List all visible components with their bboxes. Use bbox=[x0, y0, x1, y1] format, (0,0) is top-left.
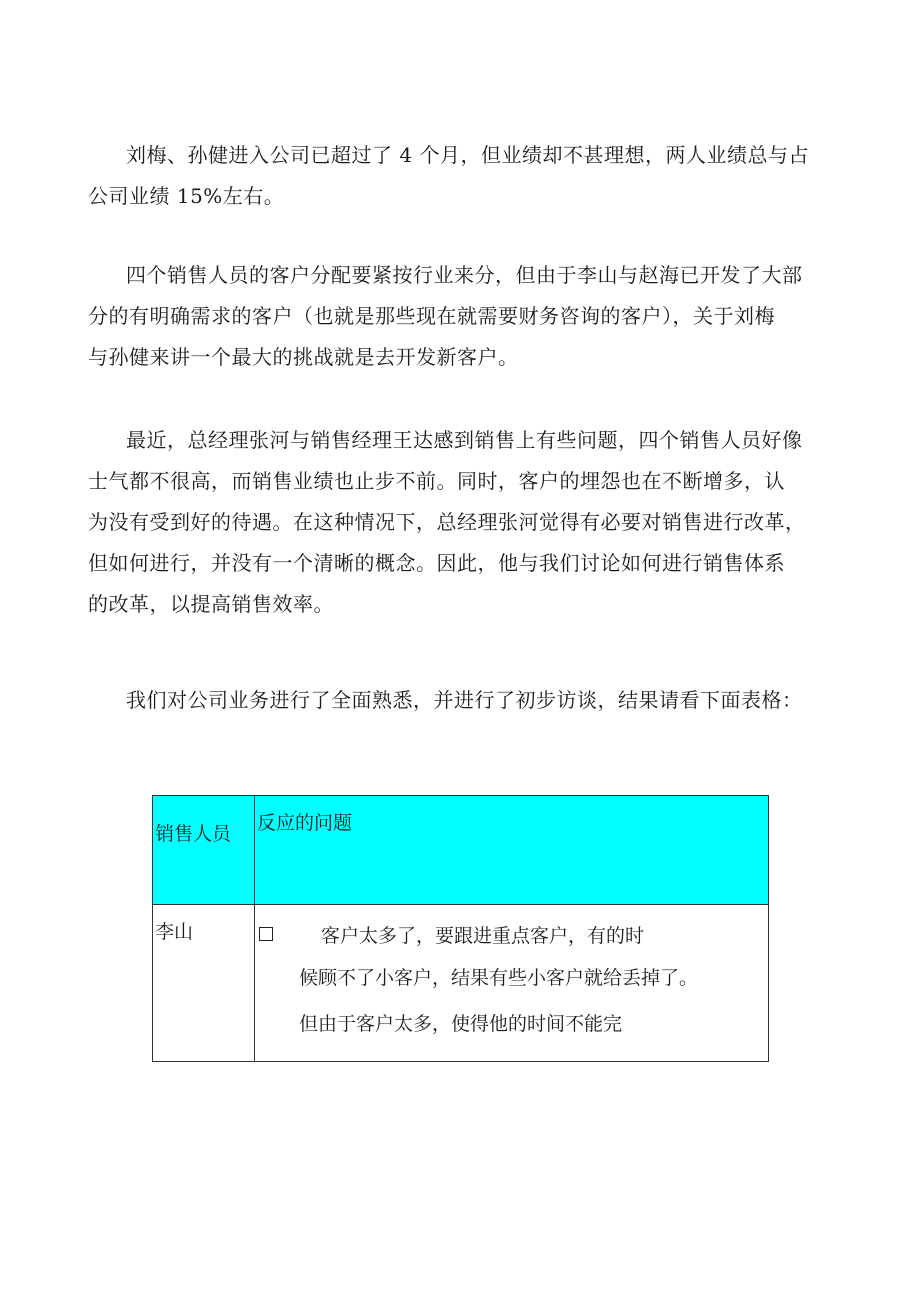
paragraph-4 bbox=[88, 680, 848, 721]
paragraph-line: 的改革，以提高销售效率。 bbox=[88, 592, 334, 616]
results-table bbox=[152, 795, 769, 1062]
paragraph-line: 与孙健来讲一个最大的挑战就是去开发新客户。 bbox=[88, 345, 519, 369]
salesperson-name: 李山 bbox=[155, 921, 194, 943]
paragraph-line: 为没有受到好的待遇。在这种情况下，总经理张河觉得有必要对销售进行改革， bbox=[88, 510, 806, 534]
paragraph-line: 四个销售人员的客户分配要紧按行业来分，但由于李山与赵海已开发了大部 bbox=[126, 263, 803, 287]
table-row bbox=[153, 905, 769, 1062]
paragraph-line: 刘梅、孙健进入公司已超过了 4 个月，但业绩却不甚理想，两人业绩总与占 bbox=[126, 143, 809, 167]
salesperson-cell bbox=[153, 905, 255, 1062]
paragraph-line: 士气都不很高，而销售业绩也止步不前。同时，客户的埋怨也在不断增多，认 bbox=[88, 469, 785, 493]
header-issues-label: 反应的问题 bbox=[257, 812, 353, 834]
paragraph-1 bbox=[88, 135, 848, 217]
issue-cell bbox=[255, 905, 769, 1062]
paragraph-3 bbox=[88, 420, 848, 625]
issue-first-line bbox=[257, 919, 768, 949]
paragraph-line: 最近，总经理张河与销售经理王达感到销售上有些问题，四个销售人员好像 bbox=[126, 428, 803, 452]
paragraph-line: 我们对公司业务进行了全面熟悉，并进行了初步访谈，结果请看下面表格： bbox=[126, 688, 803, 712]
checkbox-bullet-icon bbox=[259, 927, 273, 941]
header-salesperson-label: 销售人员 bbox=[155, 823, 232, 845]
paragraph-2 bbox=[88, 255, 848, 378]
issue-continuation-line: 候顾不了小客户，结果有些小客户就给丢掉了。 bbox=[299, 967, 699, 989]
paragraph-line: 公司业绩 15%左右。 bbox=[88, 184, 285, 208]
issue-continuation-line: 但由于客户太多，使得他的时间不能完 bbox=[299, 1013, 623, 1035]
header-cell-issues bbox=[255, 796, 769, 905]
table-header-row bbox=[153, 796, 769, 905]
paragraph-line: 但如何进行，并没有一个清晰的概念。因此，他与我们讨论如何进行销售体系 bbox=[88, 551, 785, 575]
issue-text: 客户太多了，要跟进重点客户，有的时 bbox=[321, 924, 645, 947]
paragraph-line: 分的有明确需求的客户（也就是那些现在就需要财务咨询的客户），关于刘梅 bbox=[88, 304, 775, 328]
header-cell-salesperson bbox=[153, 796, 255, 905]
